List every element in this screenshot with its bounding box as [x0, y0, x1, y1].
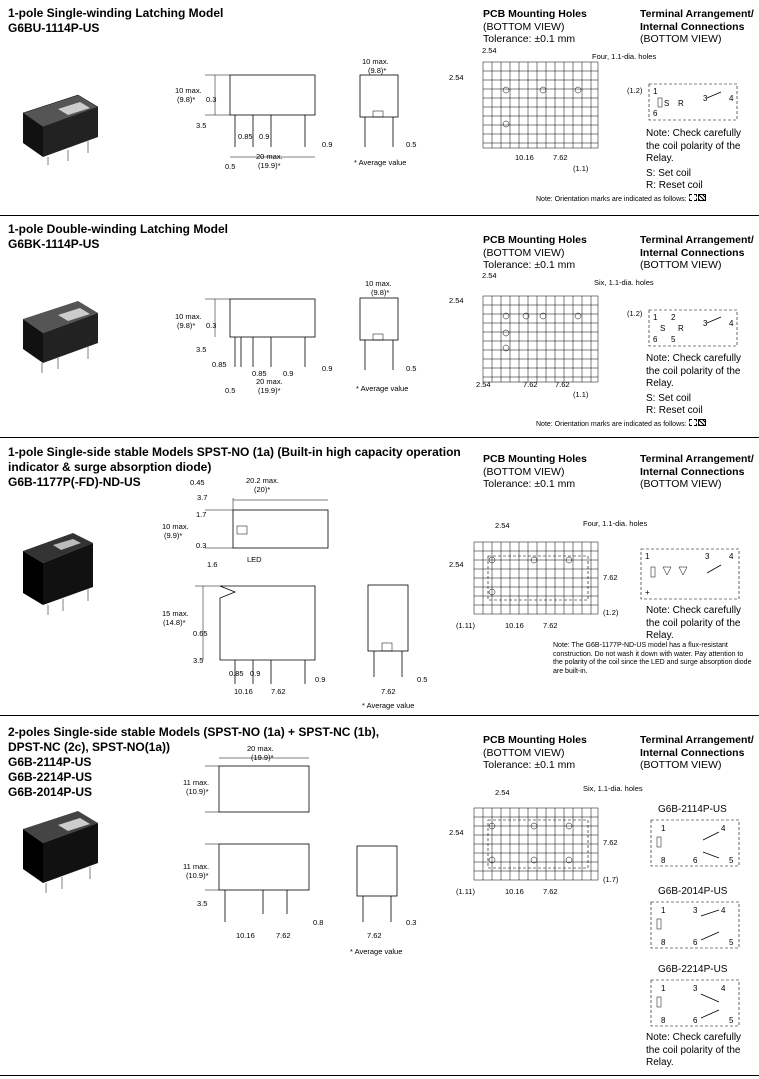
svg-text:1: 1 — [645, 552, 650, 561]
pcb-dim-f: 10.16 — [505, 621, 524, 630]
dim-h-avg: (9.9)* — [164, 531, 183, 540]
terminal-heading: Terminal Arrangement/ Internal Connections (BOTTOM VIEW) — [640, 8, 754, 45]
pcb-dim-d: 2.54 — [476, 380, 491, 389]
svg-text:5: 5 — [729, 856, 734, 865]
terminal-heading: Terminal Arrangement/ Internal Connections (BOTTOM VIEW) — [640, 734, 754, 771]
svg-text:3: 3 — [703, 319, 708, 328]
section-title: 1-pole Double-winding Latching Model G6BK-1114P-US — [8, 222, 228, 251]
svg-text:4: 4 — [729, 319, 734, 328]
dim-a: 0.45 — [190, 478, 205, 487]
pcb-dim-b: 2.54 — [449, 828, 464, 837]
dim-length-avg: (19.9)* — [258, 161, 281, 170]
svg-text:4: 4 — [721, 824, 726, 833]
avg-note: * Average value — [354, 158, 407, 167]
dim-height: 10 max. — [175, 312, 202, 321]
pcb-dim-c: (1.2) — [627, 86, 643, 95]
relay-photo — [18, 811, 103, 896]
svg-text:5: 5 — [671, 335, 676, 344]
pcb-dim-d: (1.2) — [603, 608, 619, 617]
terminal-diagram-2 — [651, 902, 741, 950]
svg-text:6: 6 — [693, 1016, 698, 1025]
terminal-diagram — [649, 310, 739, 348]
dim-pin-c: 0.5 — [225, 162, 236, 171]
dim-height-avg: (9.8)* — [177, 321, 196, 330]
dim-side-j: 0.9 — [250, 669, 261, 678]
dim-side-g: 3.5 — [193, 656, 204, 665]
dim-pin-len: 3.5 — [196, 121, 207, 130]
dim-side-i: 0.85 — [229, 669, 244, 678]
terminal-heading: Terminal Arrangement/ Internal Connections (BOTTOM VIEW) — [640, 453, 754, 490]
dim-pin-a: 0.85 — [238, 132, 253, 141]
end-view-drawing — [355, 298, 415, 373]
dim-pin-a: 0.85 — [212, 360, 227, 369]
pcb-dim-g: 7.62 — [543, 887, 558, 896]
svg-text:1: 1 — [653, 87, 658, 96]
led-label: LED — [247, 555, 262, 564]
dim-top-h-avg: (10.9)* — [186, 787, 209, 796]
svg-text:6: 6 — [693, 938, 698, 947]
dim-side-h: 15 max. — [162, 609, 189, 618]
pcb-dim-a: 2.54 — [482, 271, 497, 280]
end-view-drawing — [355, 75, 415, 150]
pcb-grid — [474, 542, 598, 614]
avg-note: * Average value — [350, 947, 403, 956]
section-g6b-1177p — [0, 438, 759, 716]
dim-len-avg: (20)* — [254, 485, 271, 494]
svg-text:1: 1 — [661, 906, 666, 915]
dim-end-pin: 0.3 — [406, 918, 417, 927]
dim-end-w: 7.62 — [367, 931, 382, 940]
dim-side-b: 7.62 — [276, 931, 291, 940]
coil-polarity-note: Note: Check carefully the coil polarity of the Relay. — [646, 353, 742, 389]
section-title: 2-poles Single-side stable Models (SPST-NO (1a) + SPST-NC (1b), DPST-NC (2c), SPST-NO(1a)) G6B-2114P-US G6B-2214P-US G6B-2014P-US — [8, 725, 380, 799]
pcb-dim-e: 7.62 — [553, 153, 568, 162]
set-coil-note: S: Set coil — [646, 393, 692, 404]
model-label-2: G6B-2014P-US — [658, 886, 728, 897]
svg-text:3: 3 — [693, 984, 698, 993]
side-view-drawing — [195, 586, 335, 696]
svg-text:5: 5 — [729, 938, 734, 947]
svg-text:2: 2 — [671, 313, 676, 322]
svg-text:6: 6 — [693, 856, 698, 865]
dim-height: 10 max. — [175, 86, 202, 95]
pcb-dim-e: (1.11) — [456, 887, 476, 896]
svg-text:6: 6 — [653, 335, 658, 344]
dim-gap: 0.3 — [206, 95, 217, 104]
pcb-dim-f: 10.16 — [505, 887, 524, 896]
svg-text:S: S — [664, 99, 670, 108]
svg-text:4: 4 — [729, 552, 734, 561]
dim-pin-len: 3.5 — [196, 345, 207, 354]
flux-note: Note: The G6B-1177P-ND-US model has a flux-resistant construction. Do not wash it down with water. Pay attention to the polarity of the coil since the LED and surge absorption diode are built-in. — [553, 642, 752, 675]
dim-pin-x: 0.9 — [322, 364, 333, 373]
svg-text:R: R — [678, 324, 684, 333]
svg-text:3: 3 — [693, 906, 698, 915]
avg-note: * Average value — [356, 384, 409, 393]
orientation-note: Note: Orientation marks are indicated as follows: — [536, 194, 706, 205]
dim-width: 10 max. — [365, 279, 392, 288]
dim-side-f: 0.65 — [193, 629, 208, 638]
svg-text:1: 1 — [661, 984, 666, 993]
dim-pin-b: 0.9 — [259, 132, 270, 141]
pcb-grid — [483, 62, 598, 148]
dim-len: 20 max. — [247, 744, 274, 753]
orientation-note: Note: Orientation marks are indicated as follows: — [536, 419, 706, 430]
terminal-diagram — [641, 549, 741, 601]
pcb-grid — [483, 296, 598, 382]
pcb-holes: Four, 1.1-dia. holes — [592, 52, 657, 61]
dim-e: 1.6 — [207, 560, 218, 569]
terminal-diagram — [649, 84, 739, 122]
pcb-dim-a: 2.54 — [482, 46, 497, 55]
dim-length-avg: (19.9)* — [258, 386, 281, 395]
pcb-dim-e: 7.62 — [523, 380, 538, 389]
svg-text:R: R — [678, 99, 684, 108]
dim-side-h: 11 max. — [183, 862, 210, 871]
coil-polarity-note: Note: Check carefully the coil polarity of the Relay. — [646, 605, 742, 641]
svg-text:8: 8 — [661, 938, 666, 947]
section-title: 1-pole Single-side stable Models SPST-NO (1a) (Built-in high capacity operation indicator & surge absorption diode) G6B-1177P(-FD)-ND-US — [8, 445, 461, 489]
pcb-dim-d: (1.7) — [603, 875, 619, 884]
dim-side-a: 10.16 — [236, 931, 255, 940]
pcb-dim-c: (1.2) — [627, 309, 643, 318]
svg-text:4: 4 — [729, 94, 734, 103]
svg-text:1: 1 — [653, 313, 658, 322]
dim-pin-d: 0.5 — [225, 386, 236, 395]
model-label-1: G6B-2114P-US — [658, 804, 727, 815]
svg-text:4: 4 — [721, 984, 726, 993]
top-view-drawing — [205, 756, 315, 816]
svg-text:6: 6 — [653, 109, 658, 118]
pcb-dim-b: 2.54 — [449, 73, 464, 82]
reset-coil-note: R: Reset coil — [646, 405, 703, 416]
dim-side-c: 0.8 — [313, 918, 324, 927]
pcb-heading: PCB Mounting Holes (BOTTOM VIEW) Tolerance: ±0.1 mm — [483, 234, 587, 271]
terminal-heading: Terminal Arrangement/ Internal Connections (BOTTOM VIEW) — [640, 234, 754, 271]
coil-polarity-note: Note: Check carefully the coil polarity of the Relay. — [646, 128, 742, 164]
dim-side-m: 0.9 — [315, 675, 326, 684]
dim-side-l: 7.62 — [271, 687, 286, 696]
section-g6b-2pole — [0, 716, 759, 1076]
dim-length: 20 max. — [256, 377, 283, 386]
relay-photo — [18, 95, 103, 165]
dim-length: 20 max. — [256, 152, 283, 161]
svg-text:8: 8 — [661, 1016, 666, 1025]
dim-width-avg: (9.8)* — [368, 66, 387, 75]
dim-side-h-avg: (10.9)* — [186, 871, 209, 880]
section-g6bk — [0, 216, 759, 438]
terminal-diagram-1 — [651, 820, 741, 868]
pcb-dim-g: 7.62 — [543, 621, 558, 630]
dim-end-w: 7.62 — [381, 687, 396, 696]
svg-text:4: 4 — [721, 906, 726, 915]
pcb-dim-g: (1.1) — [573, 390, 589, 399]
dim-height-avg: (9.8)* — [177, 95, 196, 104]
relay-photo — [18, 301, 103, 376]
pcb-dim-a: 2.54 — [495, 788, 510, 797]
dim-len-avg: (19.9)* — [251, 753, 274, 762]
dim-width: 10 max. — [362, 57, 389, 66]
dim-pin-c: 0.9 — [283, 369, 294, 378]
pcb-heading: PCB Mounting Holes (BOTTOM VIEW) Tolerance: ±0.1 mm — [483, 453, 587, 490]
dim-b: 3.7 — [197, 493, 208, 502]
svg-text:S: S — [660, 324, 666, 333]
pcb-holes: Four, 1.1-dia. holes — [583, 519, 648, 528]
dim-pin-x: 0.9 — [322, 140, 333, 149]
svg-text:8: 8 — [661, 856, 666, 865]
dim-side-pin: 3.5 — [197, 899, 208, 908]
pcb-holes: Six, 1.1-dia. holes — [583, 784, 643, 793]
pcb-dim-b: 2.54 — [449, 296, 464, 305]
side-view-drawing — [205, 844, 320, 944]
terminal-diagram-3 — [651, 980, 741, 1028]
pcb-dim-b: 2.54 — [449, 560, 464, 569]
end-view-drawing — [366, 585, 426, 685]
model-label-3: G6B-2214P-US — [658, 964, 728, 975]
pcb-heading: PCB Mounting Holes (BOTTOM VIEW) Tolerance: ±0.1 mm — [483, 734, 587, 771]
reset-coil-note: R: Reset coil — [646, 180, 703, 191]
pcb-dim-e: (1.11) — [456, 621, 476, 630]
dim-d: 0.3 — [196, 541, 207, 550]
pcb-dim-f: (1.1) — [573, 164, 589, 173]
dim-c: 1.7 — [196, 510, 207, 519]
svg-text:3: 3 — [703, 94, 708, 103]
dim-gap: 0.3 — [206, 321, 217, 330]
pcb-dim-c: 7.62 — [603, 573, 618, 582]
dim-side-k: 10.16 — [234, 687, 253, 696]
set-coil-note: S: Set coil — [646, 168, 692, 179]
avg-note: * Average value — [362, 701, 415, 710]
svg-text:3: 3 — [705, 552, 710, 561]
dim-width-avg: (9.8)* — [371, 288, 390, 297]
pcb-holes: Six, 1.1-dia. holes — [594, 278, 654, 287]
dim-pin-w: 0.5 — [406, 364, 417, 373]
dim-end-pin: 0.5 — [417, 675, 428, 684]
dim-top-h: 11 max. — [183, 778, 210, 787]
pcb-dim-d: 10.16 — [515, 153, 534, 162]
dim-side-h-avg: (14.8)* — [163, 618, 186, 627]
dim-pin-b: 0.85 — [252, 369, 267, 378]
pcb-dim-a: 2.54 — [495, 521, 510, 530]
svg-text:+: + — [645, 588, 650, 597]
section-g6bu — [0, 0, 759, 216]
svg-text:5: 5 — [729, 1016, 734, 1025]
dim-len: 20.2 max. — [246, 476, 279, 485]
svg-text:1: 1 — [661, 824, 666, 833]
pcb-grid — [474, 808, 598, 880]
pcb-heading: PCB Mounting Holes (BOTTOM VIEW) Tolerance: ±0.1 mm — [483, 8, 587, 45]
dim-h: 10 max. — [162, 522, 189, 531]
pcb-dim-f: 7.62 — [555, 380, 570, 389]
relay-photo — [18, 533, 98, 618]
dim-pin-w: 0.5 — [406, 140, 417, 149]
section-title: 1-pole Single-winding Latching Model G6BU-1114P-US — [8, 6, 224, 35]
coil-polarity-note: Note: Check carefully the coil polarity of the Relay. — [646, 1032, 742, 1068]
pcb-dim-c: 7.62 — [603, 838, 618, 847]
